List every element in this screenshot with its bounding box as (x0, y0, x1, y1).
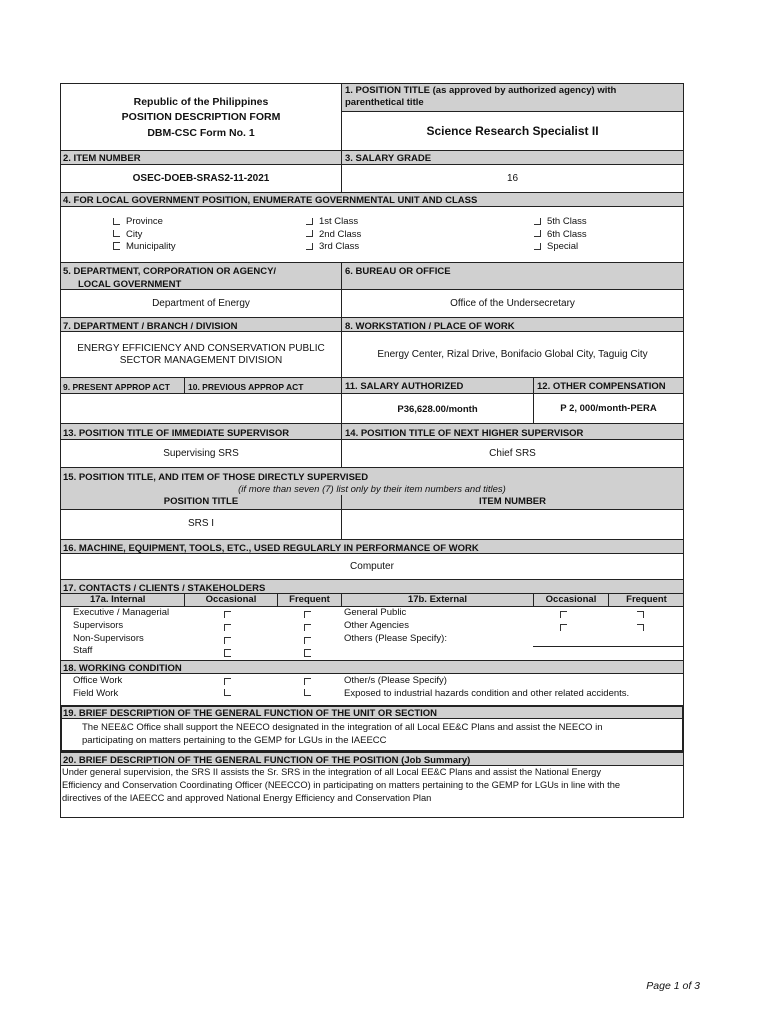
immediate-supervisor-value: Supervising SRS (163, 448, 239, 459)
col-item-number: ITEM NUMBER (478, 496, 547, 507)
others-specify-line[interactable] (533, 646, 683, 647)
internal-frequent-checkbox[interactable] (304, 649, 311, 657)
internal-frequent-checkbox[interactable] (304, 637, 311, 644)
q16-label: 16. MACHINE, EQUIPMENT, TOOLS, ETC., USED REGULARLY IN PERFORMANCE OF WORK (63, 543, 479, 554)
office-frequent-checkbox[interactable] (304, 678, 311, 685)
col-position-title: POSITION TITLE (163, 496, 239, 507)
q12-label: 12. OTHER COMPENSATION (537, 381, 666, 392)
external-occasional-checkbox[interactable] (560, 611, 567, 618)
checkbox-icon (534, 218, 541, 225)
q1-label: 1. POSITION TITLE (as approved by authorized agency) with parenthetical title (345, 85, 617, 108)
next-supervisor-value: Chief SRS (489, 448, 536, 459)
lgu-option-6th-class[interactable]: 6th Class (534, 229, 587, 242)
working-others-item: Other/s (Please Specify) (344, 675, 447, 686)
working-others-item: Exposed to industrial hazards condition and other related accidents. (344, 688, 630, 699)
checkbox-icon (113, 218, 120, 225)
summary-text-2: Efficiency and Conservation Coordinating Officer (NEECCO) in participating on matters pertaining to the GEMP for LGUs in line with the (62, 780, 621, 790)
checkbox-icon (113, 230, 120, 237)
field-occasional-checkbox[interactable] (224, 689, 231, 696)
department-value: Department of Energy (152, 298, 250, 309)
lgu-option-1st-class[interactable]: 1st Class (306, 216, 361, 229)
q10-label: 10. PREVIOUS APPROP ACT (188, 382, 304, 392)
lgu-option-special[interactable]: Special (534, 241, 587, 254)
lgu-option-municipality[interactable]: Municipality (113, 241, 176, 254)
internal-head: 17a. Internal (90, 594, 146, 605)
summary-text-3: directives of the IAEECC and approved National Energy Efficiency and Conservation Plan (62, 793, 432, 803)
external-occasional-checkbox[interactable] (560, 624, 567, 631)
q7-label: 7. DEPARTMENT / BRANCH / DIVISION (63, 321, 238, 332)
checkbox-icon (306, 230, 313, 237)
q15-note: (if more than seven (7) list only by their item numbers and titles) (238, 484, 506, 495)
q14-label: 14. POSITION TITLE OF NEXT HIGHER SUPERVISOR (345, 428, 584, 439)
q13-label: 13. POSITION TITLE OF IMMEDIATE SUPERVISOR (63, 428, 290, 439)
internal-item: Executive / Managerial (73, 607, 170, 618)
internal-occasional-checkbox[interactable] (224, 611, 231, 618)
q15-label: 15. POSITION TITLE, AND ITEM OF THOSE DIRECTLY SUPERVISED (63, 472, 369, 483)
internal-frequent-checkbox[interactable] (304, 624, 311, 631)
page-number: Page 1 of 3 (646, 980, 700, 992)
working-list (73, 674, 122, 700)
working-others (344, 674, 629, 700)
q6-label: 6. BUREAU OR OFFICE (345, 266, 451, 277)
supervised-position-value: SRS I (187, 518, 215, 529)
internal-item: Non-Supervisors (73, 632, 144, 644)
q2-label: 2. ITEM NUMBER (63, 153, 141, 164)
lgu-col-2 (306, 216, 361, 254)
lgu-option-city[interactable]: City (113, 229, 176, 242)
item-number-value: OSEC-DOEB-SRAS2-11-2021 (132, 173, 270, 184)
q18-label: 18. WORKING CONDITION (63, 663, 182, 674)
q5-label-1: 5. DEPARTMENT, CORPORATION OR AGENCY/ (63, 266, 277, 277)
internal-frequent-checkbox[interactable] (304, 611, 311, 618)
bureau-value: Office of the Undersecretary (450, 298, 575, 309)
q11-label: 11. SALARY AUTHORIZED (345, 381, 464, 392)
external-list (344, 607, 447, 645)
q19-label: 19. BRIEF DESCRIPTION OF THE GENERAL FUNCTION OF THE UNIT OR SECTION (63, 708, 438, 719)
checkbox-icon (306, 243, 313, 250)
internal-occasional-checkbox[interactable] (224, 649, 231, 657)
division-value-1: ENERGY EFFICIENCY AND CONSERVATION PUBLIC (77, 343, 325, 354)
lgu-option-5th-class[interactable]: 5th Class (534, 216, 587, 229)
q9-label: 9. PRESENT APPROP ACT (63, 382, 170, 392)
lgu-option-province[interactable]: Province (113, 216, 176, 229)
external-head: 17b. External (407, 594, 468, 605)
q5-label-2: LOCAL GOVERNMENT (78, 279, 182, 290)
summary-text-1: Under general supervision, the SRS II assists the Sr. SRS in the integration of all Local EE&C Plans and assist the National Energy (62, 767, 601, 777)
form-number: DBM-CSC Form No. 1 (147, 127, 255, 139)
external-item: General Public (344, 607, 407, 618)
q8-label: 8. WORKSTATION / PLACE OF WORK (345, 321, 515, 332)
function-text-1: The NEE&C Office shall support the NEECO designated in the integration of all Local EE&C Plans and assist the NEECO in (82, 722, 603, 733)
working-item: Office Work (73, 675, 123, 686)
checkbox-icon (113, 242, 120, 250)
external-occasional-head: Occasional (545, 594, 597, 605)
other-comp-value: P 2, 000/month-PERA (560, 403, 657, 414)
checkbox-icon (534, 243, 541, 250)
office-occasional-checkbox[interactable] (224, 678, 231, 685)
salary-grade-value: 16 (506, 173, 519, 184)
q20-label: 20. BRIEF DESCRIPTION OF THE GENERAL FUNCTION OF THE POSITION (Job Summary) (63, 755, 471, 766)
function-text-2: participating on matters pertaining to the GEMP for LGUs in the IAEECC (82, 735, 387, 746)
external-frequent-checkbox[interactable] (637, 611, 644, 618)
workstation-value: Energy Center, Rizal Drive, Bonifacio Global City, Taguig City (377, 349, 648, 360)
external-item: Others (Please Specify): (344, 632, 447, 644)
internal-occasional-head: Occasional (205, 594, 257, 605)
working-item: Field Work (73, 688, 119, 699)
field-frequent-checkbox[interactable] (304, 689, 311, 696)
position-title-value: Science Research Specialist II (426, 124, 599, 138)
q4-label: 4. FOR LOCAL GOVERNMENT POSITION, ENUMERATE GOVERNMENTAL UNIT AND CLASS (63, 195, 478, 206)
external-item: Other Agencies (344, 619, 409, 631)
internal-frequent-head: Frequent (289, 594, 330, 605)
external-frequent-head: Frequent (626, 594, 667, 605)
division-value-2: SECTOR MANAGEMENT DIVISION (119, 355, 283, 366)
lgu-col-1 (113, 216, 176, 254)
checkbox-icon (534, 230, 541, 237)
checkbox-icon (306, 218, 313, 225)
internal-item: Supervisors (73, 619, 124, 631)
lgu-option-3rd-class[interactable]: 3rd Class (306, 241, 361, 254)
salary-authorized-value: P36,628.00/month (397, 404, 478, 415)
q3-label: 3. SALARY GRADE (345, 153, 432, 164)
internal-occasional-checkbox[interactable] (224, 624, 231, 631)
lgu-option-2nd-class[interactable]: 2nd Class (306, 229, 361, 242)
external-frequent-checkbox[interactable] (637, 624, 644, 631)
q17-label: 17. CONTACTS / CLIENTS / STAKEHOLDERS (63, 583, 266, 594)
lgu-col-3 (534, 216, 587, 254)
internal-item: Staff (73, 645, 93, 657)
republic-line: Republic of the Philippines (133, 96, 269, 108)
internal-occasional-checkbox[interactable] (224, 637, 231, 644)
internal-list (73, 607, 169, 658)
form-title: POSITION DESCRIPTION FORM (121, 111, 281, 123)
machines-value: Computer (350, 561, 394, 572)
